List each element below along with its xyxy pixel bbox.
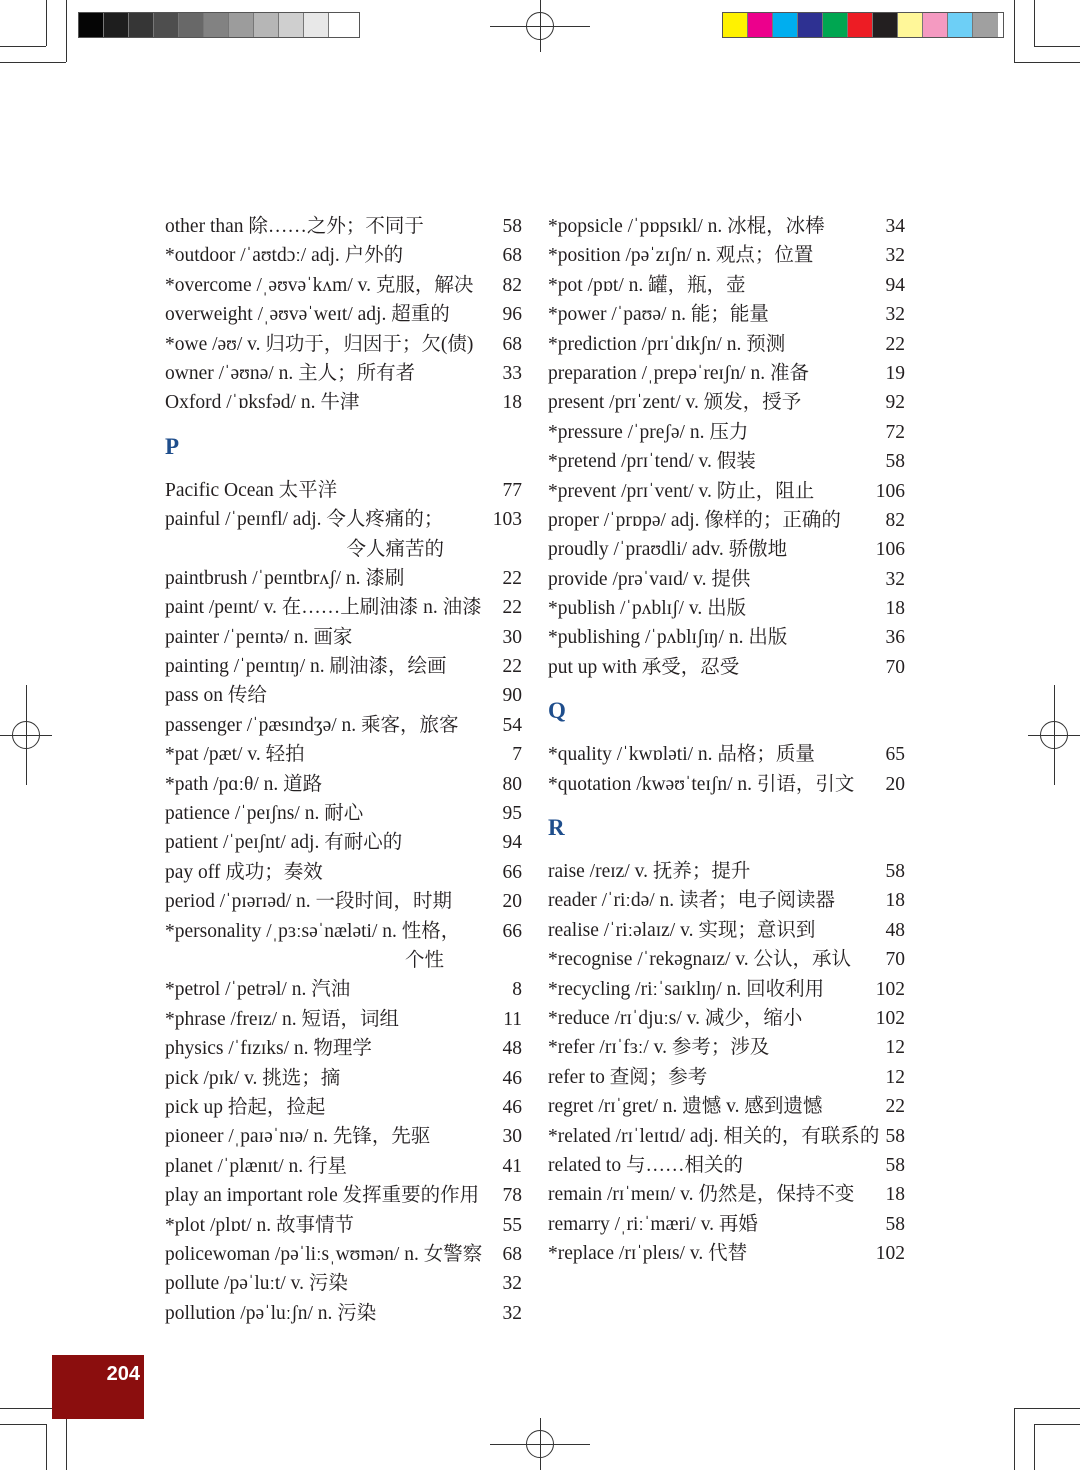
entry-term: planet /ˈplænɪt/ n. 行星 bbox=[165, 1155, 347, 1177]
entry-page-number: 70 bbox=[885, 656, 905, 678]
index-entry bbox=[548, 477, 905, 506]
index-entry bbox=[548, 1033, 905, 1062]
entry-page-number: 66 bbox=[502, 920, 522, 942]
index-entry bbox=[548, 271, 905, 300]
entry-page-number: 66 bbox=[502, 861, 522, 883]
entry-page-number: 48 bbox=[502, 1038, 522, 1060]
entry-page-number: 20 bbox=[502, 891, 522, 913]
entry-term: realise /ˈriːəlaɪz/ v. 实现；意识到 bbox=[548, 919, 816, 941]
index-entry bbox=[165, 1181, 522, 1210]
entry-page-number: 41 bbox=[502, 1155, 522, 1177]
index-entry bbox=[548, 300, 905, 329]
entry-term: patience /ˈpeɪʃns/ n. 耐心 bbox=[165, 803, 364, 825]
color-swatch bbox=[823, 13, 848, 37]
index-entry bbox=[165, 1064, 522, 1093]
entry-term: owner /ˈəʊnə/ n. 主人；所有者 bbox=[165, 362, 416, 384]
entry-term: *path /pɑːθ/ n. 道路 bbox=[165, 773, 323, 795]
entry-page-number: 55 bbox=[502, 1214, 522, 1236]
entry-term: *recycling /riːˈsaɪklɪŋ/ n. 回收利用 bbox=[548, 978, 825, 1000]
entry-term: *position /pəˈzɪʃn/ n. 观点；位置 bbox=[548, 245, 814, 267]
page-number-tab bbox=[52, 1355, 144, 1419]
entry-page-number: 34 bbox=[885, 216, 905, 237]
index-entry bbox=[548, 770, 905, 799]
color-swatch bbox=[104, 13, 129, 37]
index-entry bbox=[548, 212, 905, 241]
entry-term: put up with 承受，忍受 bbox=[548, 656, 740, 678]
index-entry bbox=[165, 271, 522, 300]
entry-term: proudly /ˈpraʊdli/ adv. 骄傲地 bbox=[548, 539, 788, 561]
section-letter-heading: Q bbox=[548, 698, 566, 724]
entry-term: painful /ˈpeɪnfl/ adj. 令人疼痛的； bbox=[165, 509, 444, 531]
color-swatch bbox=[179, 13, 204, 37]
entry-page-number: 33 bbox=[502, 362, 522, 384]
entry-page-number: 46 bbox=[502, 1096, 522, 1118]
index-entry bbox=[165, 300, 522, 329]
entry-term: *quality /ˈkwɒləti/ n. 品格；质量 bbox=[548, 744, 815, 766]
entry-page-number: 22 bbox=[885, 1096, 905, 1118]
index-entry bbox=[548, 1063, 905, 1092]
index-entry bbox=[548, 1180, 905, 1209]
index-entry bbox=[165, 1122, 522, 1151]
entry-page-number: 32 bbox=[885, 245, 905, 267]
entry-term: pick /pɪk/ v. 挑选；摘 bbox=[165, 1067, 341, 1089]
color-swatch bbox=[748, 13, 773, 37]
entry-page-number: 58 bbox=[885, 861, 905, 883]
color-swatch bbox=[229, 13, 254, 37]
index-entry bbox=[548, 945, 905, 974]
color-swatch bbox=[254, 13, 279, 37]
entry-term: pollution /pəˈluːʃn/ n. 污染 bbox=[165, 1302, 377, 1324]
index-entry bbox=[548, 857, 905, 886]
index-entry bbox=[165, 593, 522, 622]
entry-term: patient /ˈpeɪʃnt/ adj. 有耐心的 bbox=[165, 832, 403, 854]
entry-term: *replace /rɪˈpleɪs/ v. 代替 bbox=[548, 1243, 748, 1265]
entry-page-number: 80 bbox=[502, 773, 522, 795]
entry-page-number: 22 bbox=[502, 656, 522, 678]
entry-term: refer to 查阅；参考 bbox=[548, 1066, 708, 1088]
entry-page-number: 32 bbox=[502, 1273, 522, 1295]
index-entry bbox=[548, 359, 905, 388]
index-right-column bbox=[548, 212, 905, 1269]
entry-term: pioneer /ˌpaɪəˈnɪə/ n. 先锋，先驱 bbox=[165, 1126, 431, 1148]
entry-term: *publishing /ˈpʌblɪʃɪŋ/ n. 出版 bbox=[548, 627, 788, 649]
entry-term: raise /reɪz/ v. 抚养；提升 bbox=[548, 861, 751, 883]
entry-term: painter /ˈpeɪntə/ n. 画家 bbox=[165, 626, 353, 648]
entry-page-number: 58 bbox=[885, 1125, 905, 1147]
process-color-bar bbox=[722, 12, 1004, 38]
entry-term: remarry /ˌriːˈmæri/ v. 再婚 bbox=[548, 1213, 758, 1235]
index-entry bbox=[548, 975, 905, 1004]
index-entry bbox=[548, 1239, 905, 1268]
index-entry bbox=[548, 330, 905, 359]
index-entry bbox=[165, 1211, 522, 1240]
entry-page-number: 54 bbox=[502, 714, 522, 736]
entry-term: provide /prəˈvaɪd/ v. 提供 bbox=[548, 568, 751, 590]
entry-page-number: 95 bbox=[502, 803, 522, 825]
entry-term: policewoman /pəˈliːsˌwʊmən/ n. 女警察 bbox=[165, 1243, 483, 1265]
entry-page-number: 36 bbox=[885, 627, 905, 649]
entry-page-number: 7 bbox=[512, 744, 522, 766]
entry-term: pick up 拾起，捡起 bbox=[165, 1096, 326, 1118]
index-entry bbox=[548, 653, 905, 682]
entry-term: paintbrush /ˈpeɪntbrʌʃ/ n. 漆刷 bbox=[165, 567, 405, 589]
entry-page-number: 58 bbox=[885, 1154, 905, 1176]
color-swatch bbox=[329, 13, 354, 37]
entry-page-number: 46 bbox=[502, 1067, 522, 1089]
entry-page-number: 48 bbox=[885, 919, 905, 941]
color-swatch bbox=[923, 13, 948, 37]
color-swatch bbox=[848, 13, 873, 37]
index-entry bbox=[165, 564, 522, 593]
section-gap bbox=[548, 724, 905, 740]
index-entry bbox=[548, 886, 905, 915]
entry-term: other than 除……之外；不同于 bbox=[165, 216, 424, 237]
color-swatch bbox=[898, 13, 923, 37]
entry-term: *pot /pɒt/ n. 罐，瓶，壶 bbox=[548, 274, 746, 296]
entry-term: *pat /pæt/ v. 轻拍 bbox=[165, 744, 305, 766]
index-entry bbox=[548, 506, 905, 535]
entry-page-number: 32 bbox=[885, 568, 905, 590]
index-entry bbox=[548, 1004, 905, 1033]
index-entry bbox=[548, 241, 905, 270]
index-entry bbox=[165, 330, 522, 359]
color-swatch bbox=[873, 13, 898, 37]
index-entry bbox=[548, 594, 905, 623]
entry-page-number: 32 bbox=[502, 1302, 522, 1324]
entry-term: *prediction /prɪˈdɪkʃn/ n. 预测 bbox=[548, 333, 786, 355]
index-entry bbox=[165, 799, 522, 828]
index-entry bbox=[165, 359, 522, 388]
color-swatch bbox=[723, 13, 748, 37]
entry-page-number: 72 bbox=[885, 421, 905, 443]
index-entry bbox=[165, 858, 522, 887]
entry-term: *related /rɪˈleɪtɪd/ adj. 相关的，有联系的 bbox=[548, 1125, 880, 1147]
entry-page-number: 77 bbox=[502, 479, 522, 501]
entry-term: play an important role 发挥重要的作用 bbox=[165, 1185, 480, 1207]
entry-page-number: 8 bbox=[512, 979, 522, 1001]
entry-page-number: 106 bbox=[875, 539, 905, 561]
section-gap bbox=[165, 418, 522, 434]
index-entry bbox=[165, 887, 522, 916]
index-entry bbox=[165, 623, 522, 652]
entry-term: *quotation /kwəʊˈteɪʃn/ n. 引语，引文 bbox=[548, 773, 855, 795]
color-swatch bbox=[948, 13, 973, 37]
entry-page-number: 22 bbox=[502, 597, 522, 619]
entry-term: pass on 传给 bbox=[165, 685, 267, 707]
color-swatch bbox=[773, 13, 798, 37]
color-swatch bbox=[973, 13, 998, 37]
entry-page-number: 94 bbox=[885, 274, 905, 296]
entry-page-number: 92 bbox=[885, 392, 905, 414]
entry-page-number: 96 bbox=[502, 304, 522, 326]
index-entry bbox=[165, 1005, 522, 1034]
index-entry bbox=[548, 1151, 905, 1180]
entry-term: paint /peɪnt/ v. 在……上刷油漆 n. 油漆 bbox=[165, 597, 482, 619]
entry-term: *reduce /rɪˈdjuːs/ v. 减少，缩小 bbox=[548, 1007, 803, 1029]
entry-term: *popsicle /ˈpɒpsɪkl/ n. 冰棍，冰棒 bbox=[548, 216, 825, 237]
entry-page-number: 68 bbox=[502, 1243, 522, 1265]
entry-term: related to 与……相关的 bbox=[548, 1154, 743, 1176]
index-entry bbox=[165, 828, 522, 857]
entry-page-number: 106 bbox=[875, 480, 905, 502]
entry-term: *petrol /ˈpetrəl/ n. 汽油 bbox=[165, 979, 351, 1001]
entry-term: regret /rɪˈgret/ n. 遗憾 v. 感到遗憾 bbox=[548, 1096, 823, 1118]
entry-page-number: 70 bbox=[885, 949, 905, 971]
index-entry bbox=[165, 975, 522, 1004]
entry-term: *power /ˈpaʊə/ n. 能；能量 bbox=[548, 304, 769, 326]
entry-term: *overcome /ˌəʊvəˈkʌm/ v. 克服，解决 bbox=[165, 274, 474, 296]
entry-term: present /prɪˈzent/ v. 颁发，授予 bbox=[548, 392, 802, 414]
entry-page-number: 58 bbox=[885, 451, 905, 473]
color-swatch bbox=[304, 13, 329, 37]
entry-page-number: 18 bbox=[502, 392, 522, 414]
index-entry bbox=[548, 1092, 905, 1121]
entry-term: remain /rɪˈmeɪn/ v. 仍然是，保持不变 bbox=[548, 1184, 855, 1206]
index-entry bbox=[165, 681, 522, 710]
entry-term: painting /ˈpeɪntɪŋ/ n. 刷油漆，绘画 bbox=[165, 656, 447, 678]
index-entry bbox=[548, 447, 905, 476]
entry-term: *personality /ˌpɜːsəˈnæləti/ n. 性格， bbox=[165, 920, 461, 942]
index-entry bbox=[165, 388, 522, 417]
color-swatch bbox=[279, 13, 304, 37]
entry-page-number: 22 bbox=[885, 333, 905, 355]
entry-term: *plot /plɒt/ n. 故事情节 bbox=[165, 1214, 354, 1236]
entry-page-number: 18 bbox=[885, 1184, 905, 1206]
index-entry bbox=[165, 476, 522, 505]
entry-term: *recognise /ˈrekəgnaɪz/ v. 公认，承认 bbox=[548, 949, 852, 971]
entry-page-number: 22 bbox=[502, 567, 522, 589]
index-entry bbox=[165, 241, 522, 270]
entry-term: *owe /əʊ/ v. 归功于，归因于；欠(债) bbox=[165, 333, 474, 355]
entry-page-number: 20 bbox=[885, 773, 905, 795]
index-entry bbox=[548, 916, 905, 945]
entry-page-number: 78 bbox=[502, 1185, 522, 1207]
entry-term: Pacific Ocean 太平洋 bbox=[165, 479, 338, 501]
color-swatch bbox=[204, 13, 229, 37]
index-entry bbox=[165, 917, 522, 946]
index-entry bbox=[165, 1034, 522, 1063]
index-entry bbox=[548, 1210, 905, 1239]
entry-page-number: 30 bbox=[502, 626, 522, 648]
entry-term: *pretend /prɪˈtend/ v. 假装 bbox=[548, 451, 756, 473]
index-entry bbox=[165, 652, 522, 681]
entry-page-number: 68 bbox=[502, 245, 522, 267]
index-entry bbox=[548, 740, 905, 769]
index-entry bbox=[548, 418, 905, 447]
color-swatch bbox=[129, 13, 154, 37]
entry-term: *publish /ˈpʌblɪʃ/ v. 出版 bbox=[548, 598, 747, 620]
entry-page-number: 103 bbox=[492, 509, 522, 531]
entry-page-number: 11 bbox=[503, 1008, 522, 1030]
entry-term: *outdoor /ˈaʊtdɔː/ adj. 户外的 bbox=[165, 245, 404, 267]
entry-page-number: 58 bbox=[502, 216, 522, 237]
section-letter-heading: P bbox=[165, 433, 180, 459]
entry-term: overweight /ˌəʊvəˈweɪt/ adj. 超重的 bbox=[165, 304, 450, 326]
entry-page-number: 102 bbox=[875, 1007, 905, 1029]
index-entry-continuation bbox=[165, 946, 522, 975]
entry-page-number: 12 bbox=[885, 1037, 905, 1059]
index-entry bbox=[165, 1093, 522, 1122]
index-entry bbox=[165, 505, 522, 534]
index-entry bbox=[165, 711, 522, 740]
entry-term: pollute /pəˈluːt/ v. 污染 bbox=[165, 1273, 348, 1295]
entry-page-number: 65 bbox=[885, 744, 905, 766]
entry-term: Oxford /ˈɒksfəd/ n. 牛津 bbox=[165, 392, 360, 414]
color-swatch bbox=[798, 13, 823, 37]
section-gap bbox=[548, 682, 905, 698]
entry-term: 令人痛苦的 bbox=[346, 538, 444, 560]
index-entry bbox=[548, 565, 905, 594]
page-number: 204 bbox=[106, 1363, 140, 1385]
entry-page-number: 82 bbox=[502, 274, 522, 296]
entry-page-number: 102 bbox=[875, 1243, 905, 1265]
entry-term: period /ˈpɪərɪəd/ n. 一段时间，时期 bbox=[165, 891, 453, 913]
entry-term: *prevent /prɪˈvent/ v. 防止，阻止 bbox=[548, 480, 815, 502]
entry-page-number: 32 bbox=[885, 304, 905, 326]
index-entry bbox=[165, 770, 522, 799]
index-entry bbox=[548, 1122, 905, 1151]
entry-term: reader /ˈriːdə/ n. 读者；电子阅读器 bbox=[548, 890, 836, 912]
section-letter-heading: R bbox=[548, 815, 565, 841]
entry-page-number: 12 bbox=[885, 1066, 905, 1088]
entry-term: *refer /rɪˈfɜː/ v. 参考；涉及 bbox=[548, 1037, 770, 1059]
index-entry bbox=[165, 740, 522, 769]
index-entry bbox=[165, 212, 522, 241]
entry-term: *pressure /ˈpreʃə/ n. 压力 bbox=[548, 421, 749, 443]
entry-page-number: 90 bbox=[502, 685, 522, 707]
entry-term: 个性 bbox=[404, 949, 444, 971]
index-entry bbox=[548, 535, 905, 564]
entry-page-number: 82 bbox=[885, 509, 905, 531]
entry-term: proper /ˈprɒpə/ adj. 像样的；正确的 bbox=[548, 509, 841, 531]
entry-page-number: 19 bbox=[885, 362, 905, 384]
entry-page-number: 68 bbox=[502, 333, 522, 355]
section-gap bbox=[165, 460, 522, 476]
entry-term: physics /ˈfɪzɪks/ n. 物理学 bbox=[165, 1038, 372, 1060]
color-swatch bbox=[154, 13, 179, 37]
grayscale-bar bbox=[78, 12, 360, 38]
entry-term: passenger /ˈpæsɪndʒə/ n. 乘客，旅客 bbox=[165, 714, 459, 736]
index-entry bbox=[165, 1152, 522, 1181]
entry-page-number: 102 bbox=[875, 978, 905, 1000]
entry-term: *phrase /freɪz/ n. 短语，词组 bbox=[165, 1008, 399, 1030]
entry-page-number: 30 bbox=[502, 1126, 522, 1148]
entry-term: pay off 成功；奏效 bbox=[165, 861, 323, 883]
entry-term: preparation /ˌprepəˈreɪʃn/ n. 准备 bbox=[548, 362, 809, 384]
entry-page-number: 18 bbox=[885, 598, 905, 620]
index-entry bbox=[165, 1269, 522, 1298]
entry-page-number: 94 bbox=[502, 832, 522, 854]
entry-page-number: 58 bbox=[885, 1213, 905, 1235]
index-entry bbox=[165, 1299, 522, 1328]
index-entry bbox=[165, 1240, 522, 1269]
index-left-column bbox=[165, 212, 522, 1328]
index-entry bbox=[548, 388, 905, 417]
color-swatch bbox=[79, 13, 104, 37]
index-entry bbox=[548, 623, 905, 652]
section-gap bbox=[548, 799, 905, 815]
section-gap bbox=[548, 841, 905, 857]
index-entry-continuation bbox=[165, 535, 522, 564]
entry-page-number: 18 bbox=[885, 890, 905, 912]
